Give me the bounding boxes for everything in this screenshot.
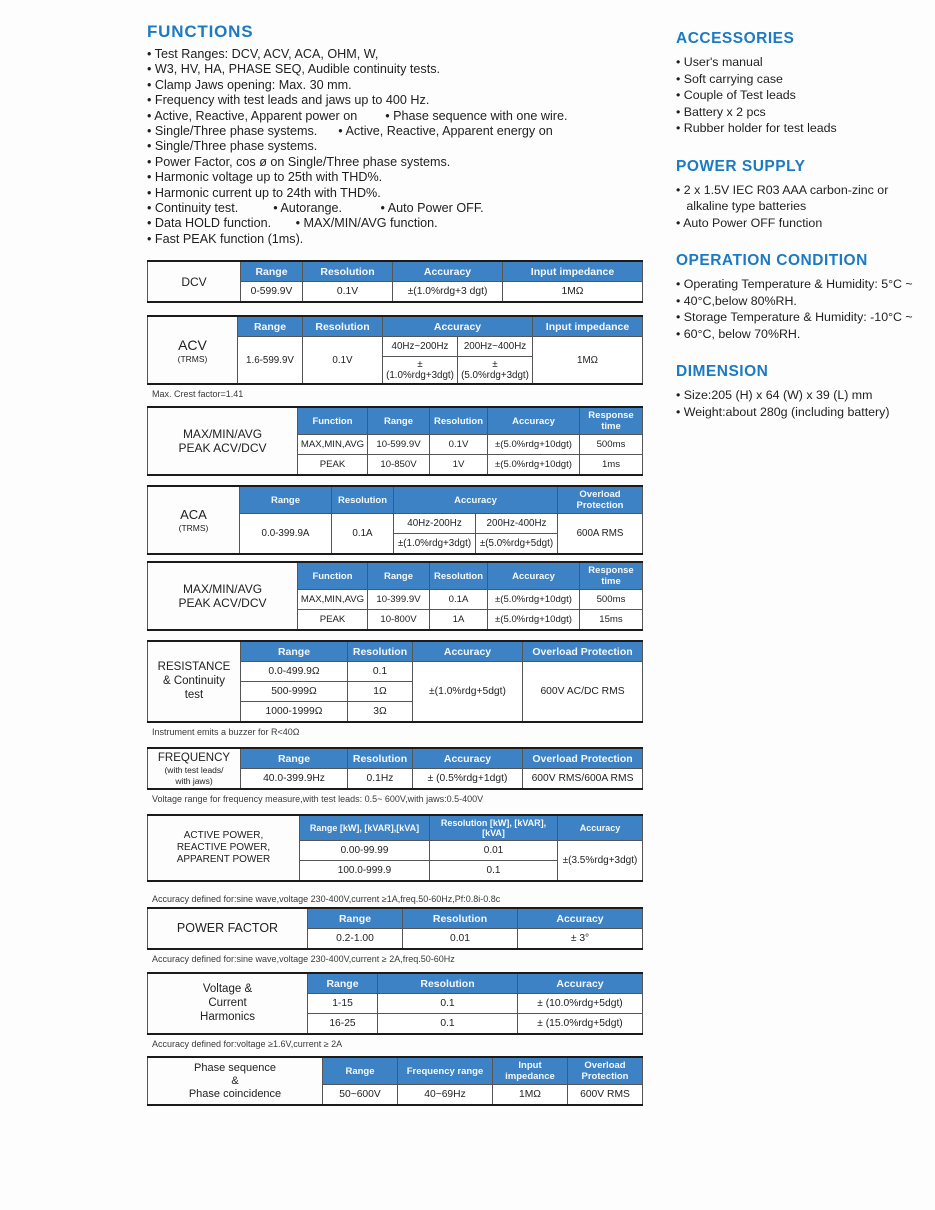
spec-table [147,1056,643,1106]
spec-table-label-line: & Continuity [162,674,225,687]
section-item: • Storage Temperature & Humidity: -10°C ~ [676,310,913,324]
column-header: Overload Protection [558,486,643,514]
table-cell: ±(5.0%rdg+10dgt) [488,610,580,631]
section-item: • Soft carrying case [676,71,783,86]
table-cell: 100.0-999.9 [300,861,430,882]
table-cell: 0.1A [332,514,394,555]
spec-table-label-line: RESISTANCE [157,661,231,674]
table-note: Accuracy defined for:sine wave,voltage 230-400V,current ≥ 2A,freq.50-60Hz [152,954,455,965]
table-cell: ±(1.0%rdg+3 dgt) [393,282,503,303]
table-cell: PEAK [298,455,368,476]
table-cell: 1A [430,610,488,631]
spec-tables [147,260,653,1106]
table-cell: 0.1 [378,1014,518,1035]
sidebar-section [676,363,932,420]
table-cell: 1MΩ [493,1085,568,1106]
table-cell: 0.2-1.00 [308,929,403,950]
table-cell: 40~69Hz [398,1085,493,1106]
table-header-row [148,1057,643,1085]
spec-table-label-line: Current [208,996,247,1009]
spec-table-block [147,640,653,737]
spec-table-block [147,814,653,904]
spec-table-block [147,260,653,303]
functions-item: • Fast PEAK function (1ms). [147,231,304,246]
section-item: • 2 x 1.5V IEC R03 AAA carbon-zinc or [676,182,889,197]
table-header-row [148,908,643,929]
section-item: • 60°C, below 70%RH. [676,326,801,341]
table-note: Accuracy defined for:sine wave,voltage 230-400V,current ≥1A,freq.50-60Hz,Pf:0.8i-0.8c [152,894,501,905]
column-header: Range [241,748,348,769]
spec-table-label-line: DCV [181,274,207,289]
table-note: Voltage range for frequency measure,with test leads: 0.5~ 600V,with jaws:0.5-400V [152,794,484,805]
section-item: alkaline type batteries [676,199,807,213]
column-header: Range [241,261,303,282]
table-cell: 1Ω [348,682,413,702]
spec-table [147,747,643,790]
column-header: Range [kW], [kVAR],[kVA] [300,815,430,841]
spec-table-label-line: Voltage & [202,983,253,996]
section-item: • Size:205 (H) x 64 (W) x 39 (L) mm [676,388,873,402]
table-cell: 0.1V [303,337,383,385]
spec-table-label-line: & [231,1074,239,1087]
table-cell: 0.0-499.9Ω [241,662,348,682]
column-header: Range [238,316,303,337]
spec-table-label [148,562,298,630]
table-header-row [148,748,643,769]
table-cell: ±(5.0%rdg+10dgt) [488,455,580,476]
spec-table-block [147,406,653,476]
table-cell: PEAK [298,610,368,631]
column-header: Function [298,407,368,435]
spec-table-label-line: POWER FACTOR [176,921,279,936]
spec-table-label-line: Phase sequence [194,1061,276,1074]
column-header: Frequency range [398,1057,493,1085]
table-cell: 0.1V [303,282,393,303]
table-cell: 0.1Hz [348,769,413,790]
table-cell: 500ms [580,435,643,455]
functions-list [147,47,653,247]
functions-item: • Continuity test. • Autorange. • Auto Power OFF. [147,201,484,216]
table-note: Instrument emits a buzzer for R<40Ω [152,727,300,738]
column-header: Resolution [348,641,413,662]
column-header: Accuracy [413,748,523,769]
functions-item: • Data HOLD function. • MAX/MIN/AVG function. [147,216,438,231]
table-cell: 10-599.9V [368,435,430,455]
column-header: Accuracy [518,973,643,994]
spec-table-label [148,316,238,384]
table-cell: 1V [430,455,488,476]
spec-table-label-line: (TRMS) [178,522,209,533]
section-item: • 40°C,below 80%RH. [676,293,797,308]
specifications-column [147,22,653,1106]
spec-table [147,406,643,476]
column-header: Resolution [348,748,413,769]
table-cell: ± (0.5%rdg+1dgt) [413,769,523,790]
table-cell: 50~600V [323,1085,398,1106]
spec-table [147,260,643,303]
table-cell: MAX,MIN,AVG [298,590,368,610]
section-title: POWER SUPPLY [676,157,806,175]
section-item: • Battery x 2 pcs [676,104,766,119]
section-item: • Rubber holder for test leads [676,121,837,135]
table-cell: MAX,MIN,AVG [298,435,368,455]
table-cell: 1ms [580,455,643,476]
spec-table-label-line: with jaws) [175,775,213,786]
spec-table [147,972,643,1035]
spec-table-label [148,407,298,475]
functions-item: • W3, HV, HA, PHASE SEQ, Audible continuity tests. [147,62,441,77]
table-cell: 1-15 [308,994,378,1014]
spec-table-label [148,261,241,302]
spec-table-label-line: APPARENT POWER [176,854,271,866]
sidebar-section [676,30,932,137]
spec-table-label-line: ACTIVE POWER, [183,830,264,842]
spec-table-label-line: ACA [180,507,207,523]
column-header: Resolution [403,908,518,929]
column-header: Resolution [430,562,488,590]
table-cell: ±(5.0%rdg+3dgt) [458,357,533,385]
column-header: Accuracy [558,815,643,841]
spec-table-label [148,815,300,881]
table-cell: 3Ω [348,702,413,723]
spec-table-label-line: PEAK ACV/DCV [178,441,267,456]
table-cell: ±(1.0%rdg+3dgt) [394,534,476,555]
spec-table-block [147,972,653,1049]
section-title: ACCESSORIES [676,30,795,47]
table-cell: 200Hz-400Hz [476,514,558,534]
spec-table-label-line: PEAK ACV/DCV [178,596,267,611]
table-cell: 600V RMS [568,1085,643,1106]
table-cell: 0.1 [378,994,518,1014]
spec-table-block [147,907,653,964]
column-header: Range [368,562,430,590]
column-header: Input impedance [493,1057,568,1085]
functions-item: • Clamp Jaws opening: Max. 30 mm. [147,77,352,92]
spec-table-label [148,973,308,1034]
table-header-row [148,815,643,841]
column-header: Input impedance [533,316,643,337]
section-item: • Operating Temperature & Humidity: 5°C ~ [676,277,913,291]
table-cell: 10-800V [368,610,430,631]
table-cell: ± 3° [518,929,643,950]
column-header: Accuracy [518,908,643,929]
table-note: Accuracy defined for:voltage ≥1.6V,current ≥ 2A [152,1039,343,1050]
table-header-row [148,641,643,662]
sidebar-section [676,158,932,232]
table-header-row [148,407,643,435]
spec-table [147,315,643,385]
functions-item: • Harmonic voltage up to 25th with THD%. [147,170,383,185]
column-header: Response time [580,562,643,590]
section-title: OPERATION CONDITION [676,252,868,269]
spec-table-label [148,641,241,722]
table-header-row [148,486,643,514]
spec-table-block [147,315,653,399]
functions-title: FUNCTIONS [147,22,254,41]
table-cell: 0.01 [403,929,518,950]
functions-item: • Active, Reactive, Apparent power on • Phase sequence with one wire. [147,108,568,123]
spec-table-block [147,485,653,555]
column-header: Resolution [kW], [kVAR],[kVA] [430,815,558,841]
functions-item: • Frequency with test leads and jaws up to 400 Hz. [147,93,430,108]
column-header: Resolution [332,486,394,514]
section-item: • Couple of Test leads [676,88,796,102]
spec-table-label-line: ACV [178,336,207,353]
table-note: Max. Crest factor=1.41 [152,389,244,400]
table-header-row [148,562,643,590]
column-header: Resolution [303,261,393,282]
spec-table-label-line: Phase coincidence [188,1087,282,1100]
spec-table-label [148,908,308,949]
info-sidebar [676,30,932,441]
sidebar-section [676,252,932,342]
table-cell: 0.1 [430,861,558,882]
table-cell: 10-850V [368,455,430,476]
spec-table [147,814,643,882]
spec-table [147,907,643,950]
column-header: Accuracy [488,407,580,435]
spec-table [147,561,643,631]
column-header: Overload Protection [523,641,643,662]
spec-table-block [147,747,653,804]
table-cell: 0-599.9V [241,282,303,303]
spec-table-label-line: FREQUENCY [157,751,231,764]
table-cell: 1.6-599.9V [238,337,303,385]
table-cell: ±(1.0%rdg+3dgt) [383,357,458,385]
spec-table-label-line: (TRMS) [177,353,208,364]
table-cell: 1MΩ [503,282,643,303]
section-item: • User's manual [676,55,763,69]
spec-table-label [148,748,241,789]
spec-table [147,485,643,555]
column-header: Range [368,407,430,435]
spec-table-block [147,561,653,631]
column-header: Resolution [378,973,518,994]
column-header: Function [298,562,368,590]
column-header: Input impedance [503,261,643,282]
table-cell: 0.01 [430,841,558,861]
table-cell: 40.0-399.9Hz [241,769,348,790]
table-cell: 200Hz~400Hz [458,337,533,357]
table-cell: ±(5.0%rdg+10dgt) [488,590,580,610]
table-cell: 0.00-99.99 [300,841,430,861]
functions-item: • Test Ranges: DCV, ACV, ACA, OHM, W, [147,47,379,61]
column-header: Resolution [303,316,383,337]
table-cell: 10-399.9V [368,590,430,610]
column-header: Range [241,641,348,662]
table-header-row [148,261,643,282]
table-cell: 40Hz-200Hz [394,514,476,534]
table-cell: ±(3.5%rdg+3dgt) [558,841,643,882]
section-title: DIMENSION [676,363,769,380]
table-cell: ±(1.0%rdg+5dgt) [413,662,523,723]
column-header: Range [240,486,332,514]
spec-table-label-line: MAX/MIN/AVG [182,426,263,441]
column-header: Accuracy [413,641,523,662]
spec-table [147,640,643,723]
table-cell: 500ms [580,590,643,610]
table-cell: 40Hz~200Hz [383,337,458,357]
table-cell: ± (10.0%rdg+5dgt) [518,994,643,1014]
table-header-row [148,316,643,337]
column-header: Range [308,908,403,929]
table-cell: 500-999Ω [241,682,348,702]
column-header: Range [323,1057,398,1085]
column-header: Accuracy [394,486,558,514]
column-header: Overload Protection [523,748,643,769]
spec-table-label-line: (with test leads/ [164,765,224,776]
spec-table-label-line: REACTIVE POWER, [176,842,271,854]
spec-table-label-line: Harmonics [200,1010,255,1023]
table-cell: 1MΩ [533,337,643,385]
section-item: • Weight:about 280g (including battery) [676,404,890,419]
column-header: Accuracy [393,261,503,282]
table-cell: 15ms [580,610,643,631]
column-header: Range [308,973,378,994]
column-header: Accuracy [383,316,533,337]
spec-table-label-line: MAX/MIN/AVG [182,581,263,596]
functions-item: • Single/Three phase systems. • Active, Reactive, Apparent energy on [147,124,553,139]
table-cell: 0.0-399.9A [240,514,332,555]
section-item: • Auto Power OFF function [676,215,823,230]
spec-table-label [148,1057,323,1105]
table-cell: 600V RMS/600A RMS [523,769,643,790]
functions-item: • Single/Three phase systems. [147,139,318,154]
spec-table-label-line: test [184,688,204,701]
table-header-row [148,973,643,994]
spec-table-block [147,1056,653,1106]
column-header: Overload Protection [568,1057,643,1085]
table-cell: ± (15.0%rdg+5dgt) [518,1014,643,1035]
table-cell: ±(5.0%rdg+10dgt) [488,435,580,455]
table-cell: 600A RMS [558,514,643,555]
table-cell: ±(5.0%rdg+5dgt) [476,534,558,555]
spec-table-label [148,486,240,554]
table-cell: 0.1V [430,435,488,455]
table-cell: 600V AC/DC RMS [523,662,643,723]
column-header: Accuracy [488,562,580,590]
functions-item: • Harmonic current up to 24th with THD%. [147,185,381,200]
table-cell: 1000-1999Ω [241,702,348,723]
table-cell: 0.1 [348,662,413,682]
column-header: Response time [580,407,643,435]
table-cell: 16-25 [308,1014,378,1035]
functions-item: • Power Factor, cos ø on Single/Three phase systems. [147,154,451,169]
table-cell: 0.1A [430,590,488,610]
column-header: Resolution [430,407,488,435]
